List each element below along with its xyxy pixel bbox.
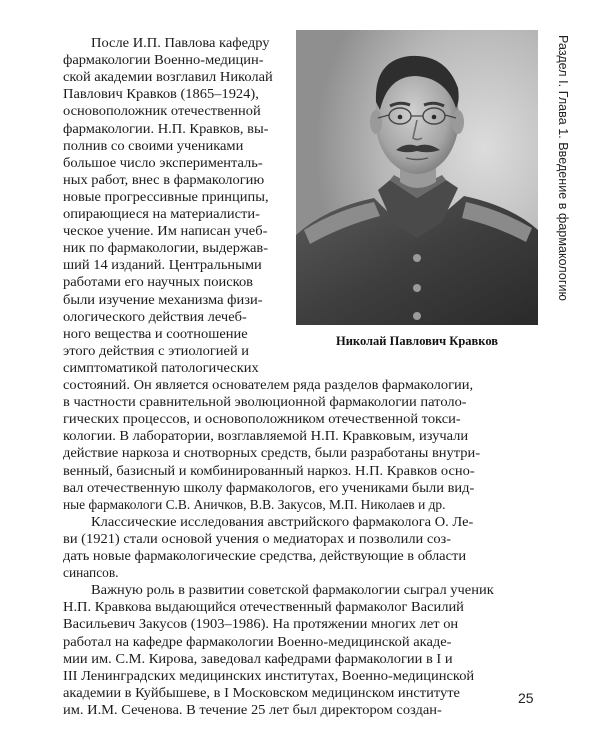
- text-line: им. И.М. Сеченова. В течение 25 лет был директором создан-: [63, 701, 442, 717]
- text-line: ных работ, внес в фармакологию: [63, 171, 265, 187]
- text-line: мии им. С.М. Кирова, заведовал кафедрами фармакологии в I и: [63, 650, 453, 666]
- text-line: основоположник отечественной: [63, 103, 261, 119]
- text-line: После И.П. Павлова кафедру: [91, 35, 270, 50]
- text-line: опирающиеся на материалисти-: [63, 206, 260, 221]
- text-line: ской академии возглавил Николай: [63, 69, 273, 85]
- text-line: ческое учение. Им написан учеб-: [63, 223, 268, 239]
- text-line: большое число эксперименталь-: [63, 154, 263, 170]
- portrait-figure: [296, 30, 538, 349]
- text-line: ви (1921) стали основой учения о медиаторах и позволили соз-: [63, 530, 452, 546]
- text-line: Н.П. Кравкова выдающийся отечественный фармаколог Василий: [63, 599, 464, 615]
- text-line: гических процессов, и основоположником отечественной токси-: [63, 411, 461, 427]
- text-line: полнив со своими учениками: [63, 137, 244, 153]
- text-line: венный, базисный и комбинированный наркоз. Н.П. Кравков осно-: [63, 462, 475, 478]
- text-line: Важную роль в развитии советской фармакологии сыграл ученик: [91, 582, 494, 598]
- text-line: состояний. Он является основателем ряда разделов фармакологии,: [63, 377, 474, 392]
- text-line: действие наркоза и снотворных средств, были разработаны внутри-: [63, 445, 481, 461]
- text-line: новые прогрессивные принципы,: [63, 188, 269, 204]
- text-line: III Ленинградских медицинских институтах, Военно-медицинской: [63, 667, 475, 683]
- figure-caption: Николай Павлович Кравков: [335, 334, 499, 348]
- text-line: дать новые фармакологические средства, действующие в области: [63, 548, 467, 563]
- text-line: Васильевич Закусов (1903–1986). На протяжении многих лет он: [63, 616, 459, 632]
- running-head: [552, 35, 572, 301]
- text-line: академии в Куйбышеве, в I Московском медицинском институте: [63, 684, 460, 700]
- text-line: были изучение механизма физи-: [63, 291, 263, 307]
- text-line: кологии. В лаборатории, возглавляемой Н.П. Кравковым, изучали: [63, 428, 469, 444]
- text-line: Классические исследования австрийского фармаколога О. Ле-: [91, 513, 474, 529]
- text-line: работал на кафедре фармакологии Военно-медицинской акаде-: [63, 633, 452, 649]
- text-line: вал отечественную школу фармакологов, его учениками были вид-: [63, 479, 475, 495]
- text-line: фармакологии Военно-медицин-: [63, 52, 264, 68]
- text-line: ший 14 изданий. Центральными: [63, 257, 262, 273]
- text-line: ные фармакологи С.В. Аничков, В.В. Закусов, М.П. Николаев и др.: [63, 496, 446, 512]
- text-line: работами его научных поисков: [63, 274, 254, 290]
- portrait-photo: [296, 30, 538, 325]
- page-number: 25: [518, 690, 534, 706]
- text-line: в частности сравнительной эволюционной фармакологии патоло-: [63, 394, 467, 410]
- running-head-text: Раздел I. Глава 1. Введение в фармакологию: [556, 35, 570, 301]
- text-line: этого действия с этиологией и: [63, 342, 250, 358]
- text-line: синапсов.: [63, 565, 119, 581]
- text-line: ник по фармакологии, выдержав-: [63, 240, 269, 256]
- text-line: Павлович Кравков (1865–1924),: [63, 86, 259, 102]
- text-line: фармакологии. Н.П. Кравков, вы-: [63, 120, 269, 136]
- text-line: ного вещества и соотношение: [63, 325, 248, 341]
- text-line: ологического действия лечеб-: [63, 308, 247, 324]
- text-line: симптоматикой патологических: [63, 359, 259, 375]
